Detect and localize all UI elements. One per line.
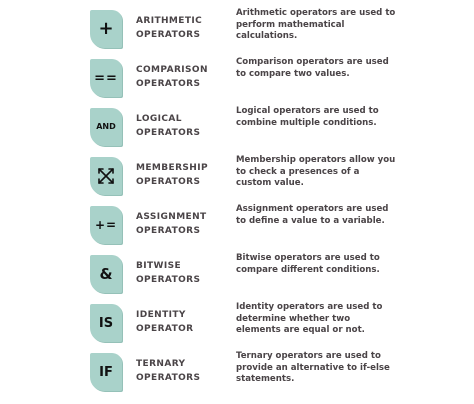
operator-row-logical	[0, 108, 474, 152]
operator-description: Assignment operators are used to define a value to a variable.	[236, 204, 389, 226]
ternary-symbol-badge: IF	[90, 353, 122, 391]
operator-name: TERNARY OPERATORS	[136, 359, 201, 383]
operator-name: ASSIGNMENT OPERATORS	[136, 212, 207, 236]
operator-description: Ternary operators are used to provide an alternative to if-else statements.	[236, 351, 390, 384]
operator-row-arithmetic	[0, 10, 474, 54]
arithmetic-symbol-badge: +	[90, 10, 122, 48]
assignment-symbol-badge: +=	[90, 206, 122, 244]
operator-row-identity	[0, 304, 474, 348]
operator-row-membership	[0, 157, 474, 201]
identity-symbol-badge: IS	[90, 304, 122, 342]
operator-description: Comparison operators are used to compare two values.	[236, 57, 389, 79]
operator-name: ARITHMETIC OPERATORS	[136, 16, 203, 40]
operator-row-assignment	[0, 206, 474, 250]
operator-name: MEMBERSHIP OPERATORS	[136, 163, 208, 187]
operator-name: IDENTITY OPERATOR	[136, 310, 194, 334]
logical-symbol-badge: AND	[90, 108, 122, 146]
operator-description: Identity operators are used to determine whether two elements are equal or not.	[236, 302, 383, 335]
bitwise-symbol-badge: &	[90, 255, 122, 293]
operator-name: LOGICAL OPERATORS	[136, 114, 201, 138]
operator-row-comparison	[0, 59, 474, 103]
operator-name: COMPARISON OPERATORS	[136, 65, 208, 89]
operator-name: BITWISE OPERATORS	[136, 261, 201, 285]
operator-description: Membership operators allow you to check a presences of a custom value.	[236, 155, 396, 188]
operator-description: Bitwise operators are used to compare different conditions.	[236, 253, 380, 275]
operator-row-ternary	[0, 353, 474, 397]
cross-arrows-icon	[90, 157, 122, 195]
comparison-symbol-badge: ==	[90, 59, 122, 97]
cross-arrows-icon-graphic	[95, 165, 117, 187]
operator-description: Arithmetic operators are used to perform mathematical calculations.	[236, 8, 396, 41]
operator-row-bitwise	[0, 255, 474, 299]
operator-description: Logical operators are used to combine multiple conditions.	[236, 106, 379, 128]
